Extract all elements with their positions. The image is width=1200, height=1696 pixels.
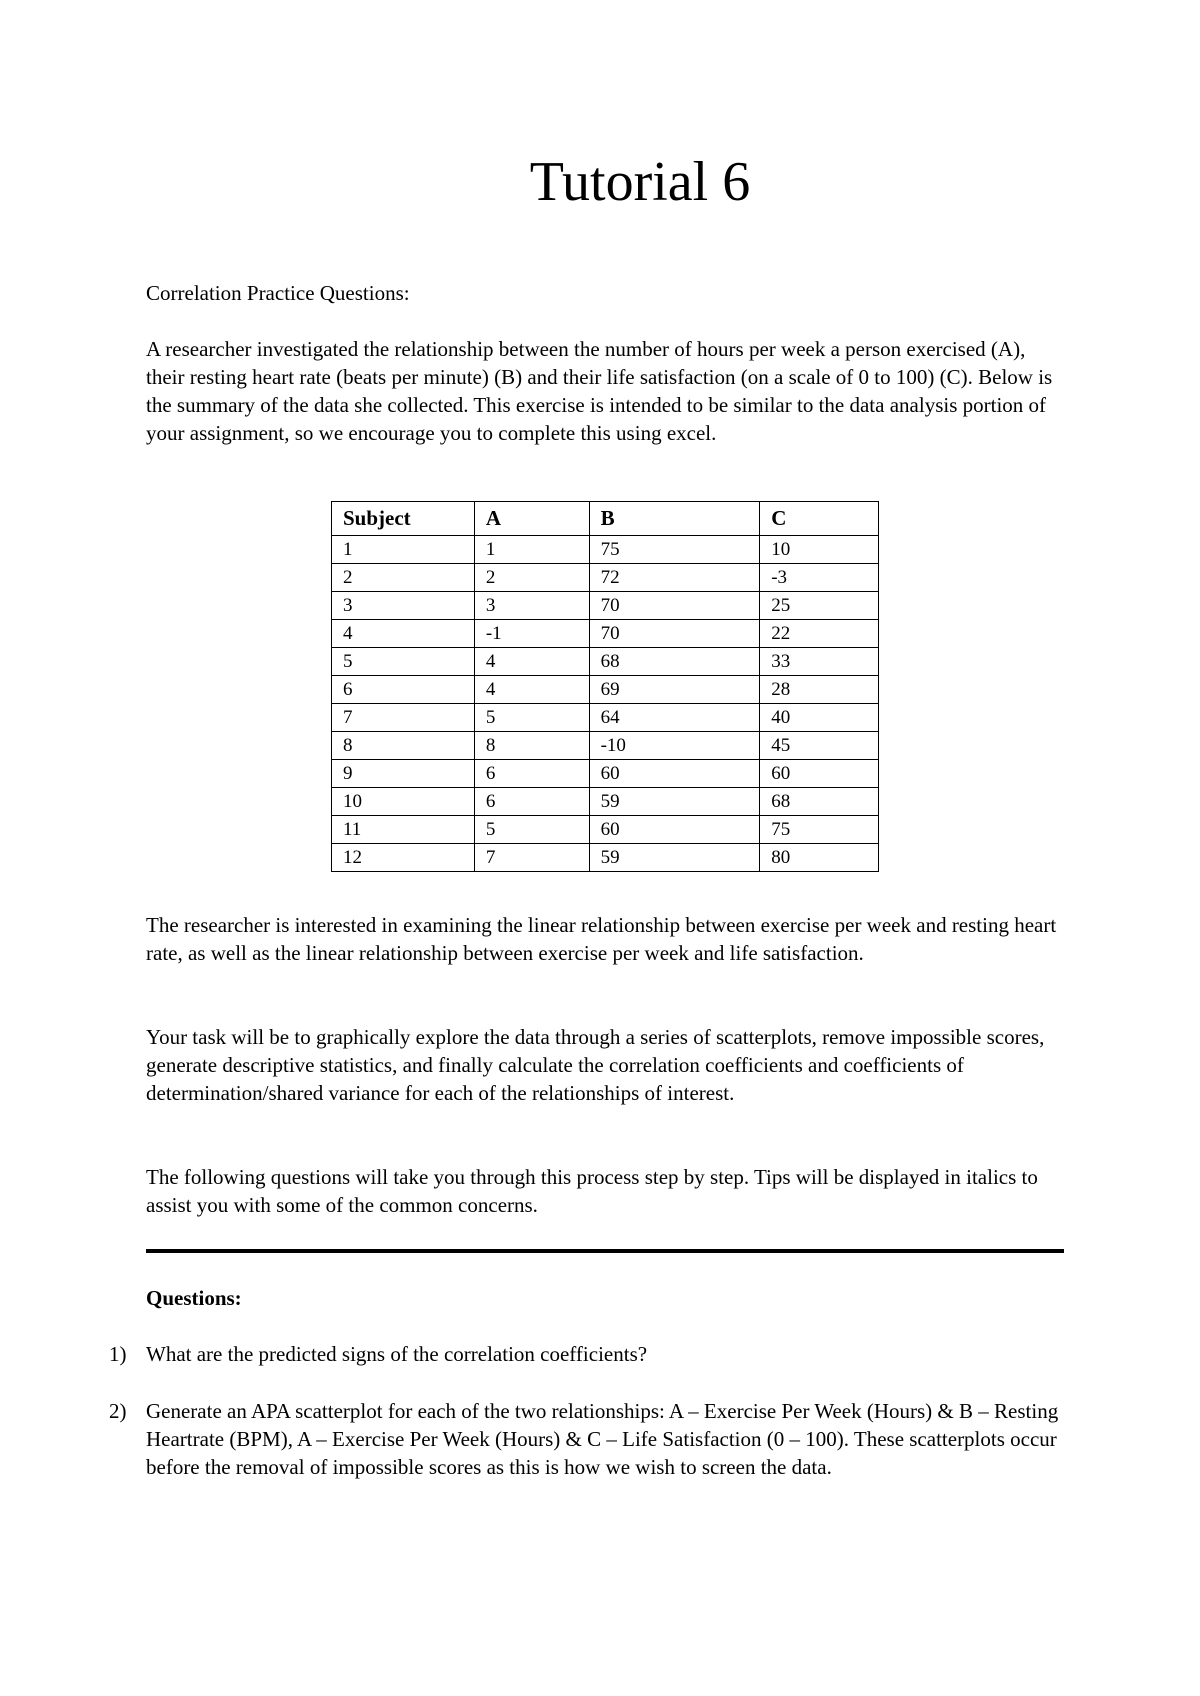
cell-a: 3 <box>474 592 589 620</box>
cell-c: 75 <box>760 816 879 844</box>
cell-b: 59 <box>589 788 760 816</box>
cell-subject: 7 <box>332 704 475 732</box>
table-row <box>332 732 879 760</box>
header-c: C <box>760 502 879 536</box>
guidance-paragraph: The following questions will take you through this process step by step. Tips will be displayed in italics to assist you with some of the common concerns. <box>146 1165 1038 1217</box>
cell-b: 69 <box>589 676 760 704</box>
question-item <box>109 1340 1069 1368</box>
data-table <box>331 501 879 872</box>
cell-c: 10 <box>760 536 879 564</box>
table-row <box>332 648 879 676</box>
table-row <box>332 816 879 844</box>
cell-a: -1 <box>474 620 589 648</box>
table-row <box>332 844 879 872</box>
cell-b: 70 <box>589 592 760 620</box>
page-title: Tutorial 6 <box>529 151 751 213</box>
cell-subject: 1 <box>332 536 475 564</box>
cell-c: 25 <box>760 592 879 620</box>
table-row <box>332 592 879 620</box>
cell-c: 60 <box>760 760 879 788</box>
table-row <box>332 788 879 816</box>
relationship-paragraph: The researcher is interested in examining the linear relationship between exercise per week and resting heart rate, as well as the linear relationship between exercise per week and life satisfaction. <box>146 913 1057 965</box>
table-row <box>332 676 879 704</box>
cell-subject: 5 <box>332 648 475 676</box>
section-subheading: Correlation Practice Questions: <box>146 281 410 305</box>
cell-c: -3 <box>760 564 879 592</box>
cell-subject: 10 <box>332 788 475 816</box>
header-a: A <box>474 502 589 536</box>
cell-b: 59 <box>589 844 760 872</box>
cell-a: 4 <box>474 676 589 704</box>
cell-a: 1 <box>474 536 589 564</box>
cell-a: 6 <box>474 760 589 788</box>
question-number: 2) <box>109 1399 127 1423</box>
table-row <box>332 760 879 788</box>
cell-a: 5 <box>474 816 589 844</box>
questions-heading: Questions: <box>146 1286 242 1310</box>
cell-c: 80 <box>760 844 879 872</box>
cell-c: 28 <box>760 676 879 704</box>
question-number: 1) <box>109 1342 127 1366</box>
cell-subject: 9 <box>332 760 475 788</box>
cell-a: 7 <box>474 844 589 872</box>
cell-c: 40 <box>760 704 879 732</box>
table-header-row <box>332 502 879 536</box>
table-row <box>332 620 879 648</box>
cell-c: 22 <box>760 620 879 648</box>
table-row <box>332 536 879 564</box>
cell-b: 64 <box>589 704 760 732</box>
cell-a: 2 <box>474 564 589 592</box>
cell-a: 5 <box>474 704 589 732</box>
task-paragraph: Your task will be to graphically explore the data through a series of scatterplots, remove impossible scores, generate descriptive statistics, and finally calculate the correlation coefficients and coefficients of determination/shared variance for each of the relationships of interest. <box>146 1025 1045 1105</box>
cell-subject: 3 <box>332 592 475 620</box>
header-b: B <box>589 502 760 536</box>
cell-subject: 11 <box>332 816 475 844</box>
cell-subject: 6 <box>332 676 475 704</box>
cell-b: 68 <box>589 648 760 676</box>
cell-subject: 12 <box>332 844 475 872</box>
cell-c: 33 <box>760 648 879 676</box>
cell-c: 45 <box>760 732 879 760</box>
cell-a: 6 <box>474 788 589 816</box>
cell-b: 75 <box>589 536 760 564</box>
header-subject: Subject <box>332 502 475 536</box>
intro-paragraph: A researcher investigated the relationship between the number of hours per week a person exercised (A), their resting heart rate (beats per minute) (B) and their life satisfaction (on a scale of 0 to 100) (C). Below is the summary of the data she collected. This exercise is intended to be similar to the data analysis portion of your assignment, so we encourage you to complete this using excel. <box>146 337 1053 445</box>
question-text: What are the predicted signs of the correlation coefficients? <box>146 1342 648 1366</box>
question-text: Generate an APA scatterplot for each of the two relationships: A – Exercise Per Week (Hours) & B – Resting Heartrate (BPM), A – Exercise Per Week (Hours) & C – Life Satisfaction (0 – 100). These scatterplots occur before the removal of impossible scores as this is how we wish to screen the data. <box>146 1399 1059 1479</box>
section-divider <box>146 1249 1064 1253</box>
cell-a: 4 <box>474 648 589 676</box>
question-item <box>109 1397 1069 1481</box>
cell-b: 60 <box>589 760 760 788</box>
cell-subject: 4 <box>332 620 475 648</box>
cell-c: 68 <box>760 788 879 816</box>
table-row <box>332 704 879 732</box>
cell-a: 8 <box>474 732 589 760</box>
table-row <box>332 564 879 592</box>
cell-b: 60 <box>589 816 760 844</box>
cell-subject: 8 <box>332 732 475 760</box>
cell-b: -10 <box>589 732 760 760</box>
cell-b: 72 <box>589 564 760 592</box>
cell-subject: 2 <box>332 564 475 592</box>
cell-b: 70 <box>589 620 760 648</box>
